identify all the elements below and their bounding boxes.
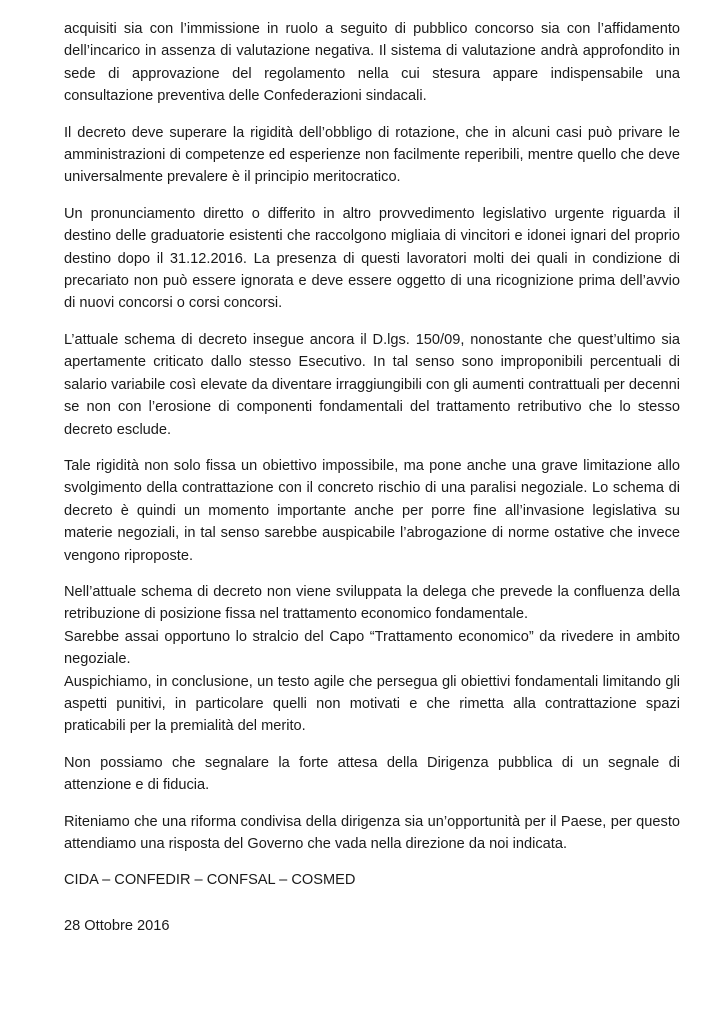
document-date: 28 Ottobre 2016: [64, 918, 170, 934]
paragraph-group: [64, 581, 680, 738]
paragraph: Nell’attuale schema di decreto non viene sviluppata la delega che prevede la confluenza della retribuzione di posizione fissa nel trattamento economico fondamentale.: [64, 583, 680, 623]
paragraph: L’attuale schema di decreto insegue ancora il D.lgs. 150/09, nonostante che quest’ultimo sia apertamente criticato dallo stesso Esecutivo. In tal senso sono improponibili percentuali di salario variabile così elevate da diventare irraggiungibili con gli aumenti contrattuali per decenni se non con l’erosione di componenti fondamentali del trattamento retributivo che lo stesso decreto esclude.: [64, 331, 680, 438]
signatories: CIDA – CONFEDIR – CONFSAL – COSMED: [64, 872, 356, 889]
paragraph: Il decreto deve superare la rigidità dell’obbligo di rotazione, che in alcuni casi può privare le amministrazioni di competenze ed esperienze non facilmente reperibili, mentre quello che deve universalmente prevalere è il principio meritocratico.: [64, 124, 680, 186]
paragraph: Tale rigidità non solo fissa un obiettivo impossibile, ma pone anche una grave limitazione allo svolgimento della contrattazione con il concreto rischio di una paralisi negoziale. Lo schema di decreto è quindi un momento importante anche per porre fine all’invasione legislativa su materie negoziali, in tal senso sarebbe auspicabile l’abrogazione di norme ostative che invece vengono riproposte.: [64, 457, 680, 564]
paragraph: Sarebbe assai opportuno lo stralcio del Capo “Trattamento economico” da rivedere in ambito negoziale.: [64, 628, 680, 668]
paragraph: Riteniamo che una riforma condivisa della dirigenza sia un’opportunità per il Paese, per questo attendiamo una risposta del Governo che vada nella direzione da noi indicata.: [64, 813, 680, 852]
paragraph: Un pronunciamento diretto o differito in altro provvedimento legislativo urgente riguarda il destino delle graduatorie esistenti che raccolgono migliaia di vincitori e idonei ignari del proprio destino dopo il 31.12.2016. La presenza di questi lavoratori molti dei quali in condizione di precariato non può essere ignorata e deve essere oggetto di una ricognizione prima dell’avvio di nuovi concorsi o corsi concorsi.: [64, 205, 680, 312]
paragraph: acquisiti sia con l’immissione in ruolo a seguito di pubblico concorso sia con l’affidamento dell’incarico in assenza di valutazione negativa. Il sistema di valutazione andrà approfondito in sede di approvazione del regolamento nella cui stesura appare indispensabile una consultazione preventiva delle Confederazioni sindacali.: [64, 21, 680, 105]
document-body: [64, 18, 680, 892]
paragraph: Non possiamo che segnalare la forte attesa della Dirigenza pubblica di un segnale di attenzione e di fiducia.: [64, 754, 680, 794]
paragraph: Auspichiamo, in conclusione, un testo agile che persegua gli obiettivi fondamentali limitando gli aspetti punitivi, in particolare quelli non motivati e che rimetta alla contrattazione spazi praticabili per la premialità del merito.: [64, 673, 680, 735]
